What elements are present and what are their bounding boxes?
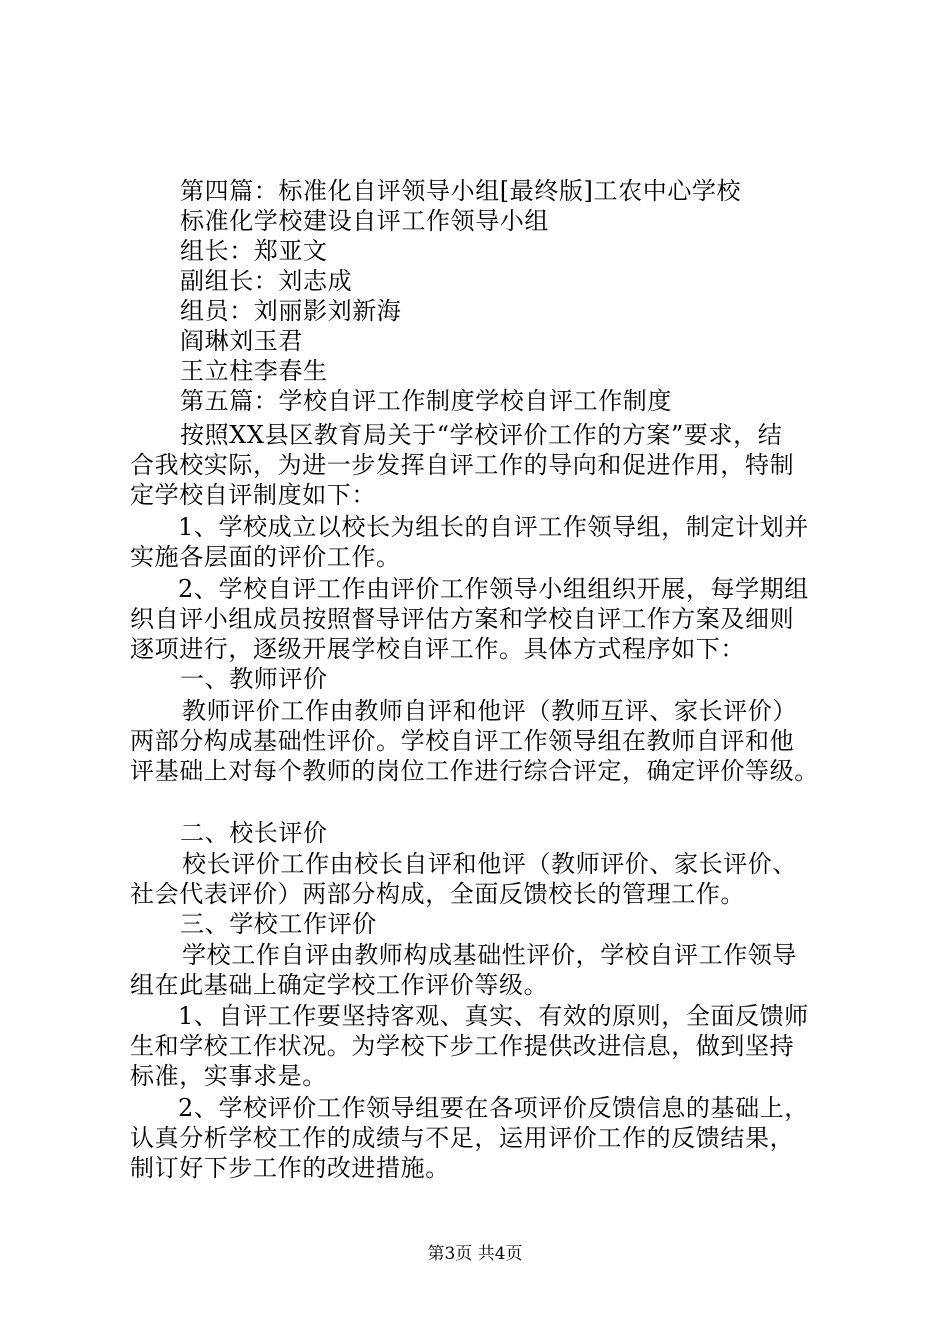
committee-members-cont-2: 王立柱李春生 [180, 357, 328, 385]
heading-chapter-four: 第四篇：标准化自评领导小组[最终版]工农中心学校 [180, 177, 742, 205]
paragraph-line: 制订好下步工作的改进措施。 [130, 1154, 450, 1182]
paragraph-line: 实施各层面的评价工作。 [130, 543, 401, 571]
paragraph-line: 1、学校成立以校长为组长的自评工作领导组，制定计划并 [178, 513, 809, 541]
committee-title: 标准化学校建设自评工作领导小组 [180, 207, 549, 235]
section-heading-teacher: 一、教师评价 [180, 665, 328, 693]
paragraph-line: 两部分构成基础性评价。学校自评工作领导组在教师自评和他 [130, 727, 795, 755]
committee-leader: 组长：郑亚文 [180, 237, 328, 265]
paragraph-line: 2、学校自评工作由评价工作领导小组组织开展，每学期组 [178, 575, 809, 603]
paragraph-line: 按照XX县区教育局关于“学校评价工作的方案”要求，结 [180, 421, 783, 449]
committee-members-cont-1: 阎琳刘玉君 [180, 327, 303, 355]
paragraph-line: 织自评小组成员按照督导评估方案和学校自评工作方案及细则 [130, 605, 795, 633]
paragraph-line: 教师评价工作由教师自评和他评（教师互评、家长评价） [182, 697, 797, 725]
paragraph-line: 标准，实事求是。 [130, 1062, 327, 1090]
heading-chapter-five: 第五篇：学校自评工作制度学校自评工作制度 [180, 387, 672, 415]
section-heading-principal: 二、校长评价 [180, 819, 328, 847]
section-heading-school: 三、学校工作评价 [180, 910, 377, 938]
paragraph-line: 2、学校评价工作领导组要在各项评价反馈信息的基础上， [178, 1094, 809, 1122]
paragraph-line: 校长评价工作由校长自评和他评（教师评价、家长评价、 [182, 850, 797, 878]
paragraph-line: 评基础上对每个教师的岗位工作进行综合评定，确定评价等级。 [130, 757, 819, 785]
committee-members: 组员：刘丽影刘新海 [180, 297, 402, 325]
paragraph-line: 学校工作自评由教师构成基础性评价，学校自评工作领导 [182, 941, 797, 969]
paragraph-line: 社会代表评价）两部分构成，全面反馈校长的管理工作。 [130, 880, 745, 908]
committee-deputy-leader: 副组长：刘志成 [180, 267, 353, 295]
paragraph-line: 定学校自评制度如下： [130, 481, 376, 509]
paragraph-line: 1、自评工作要坚持客观、真实、有效的原则，全面反馈师 [178, 1002, 809, 1030]
page-number-footer: 第3页 共4页 [427, 1244, 523, 1264]
paragraph-line: 逐项进行，逐级开展学校自评工作。具体方式程序如下： [130, 635, 745, 663]
paragraph-line: 组在此基础上确定学校工作评价等级。 [130, 971, 549, 999]
paragraph-line: 生和学校工作状况。为学校下步工作提供改进信息，做到坚持 [130, 1032, 795, 1060]
paragraph-line: 认真分析学校工作的成绩与不足，运用评价工作的反馈结果， [130, 1124, 795, 1152]
paragraph-line: 合我校实际，为进一步发挥自评工作的导向和促进作用，特制 [130, 451, 795, 479]
